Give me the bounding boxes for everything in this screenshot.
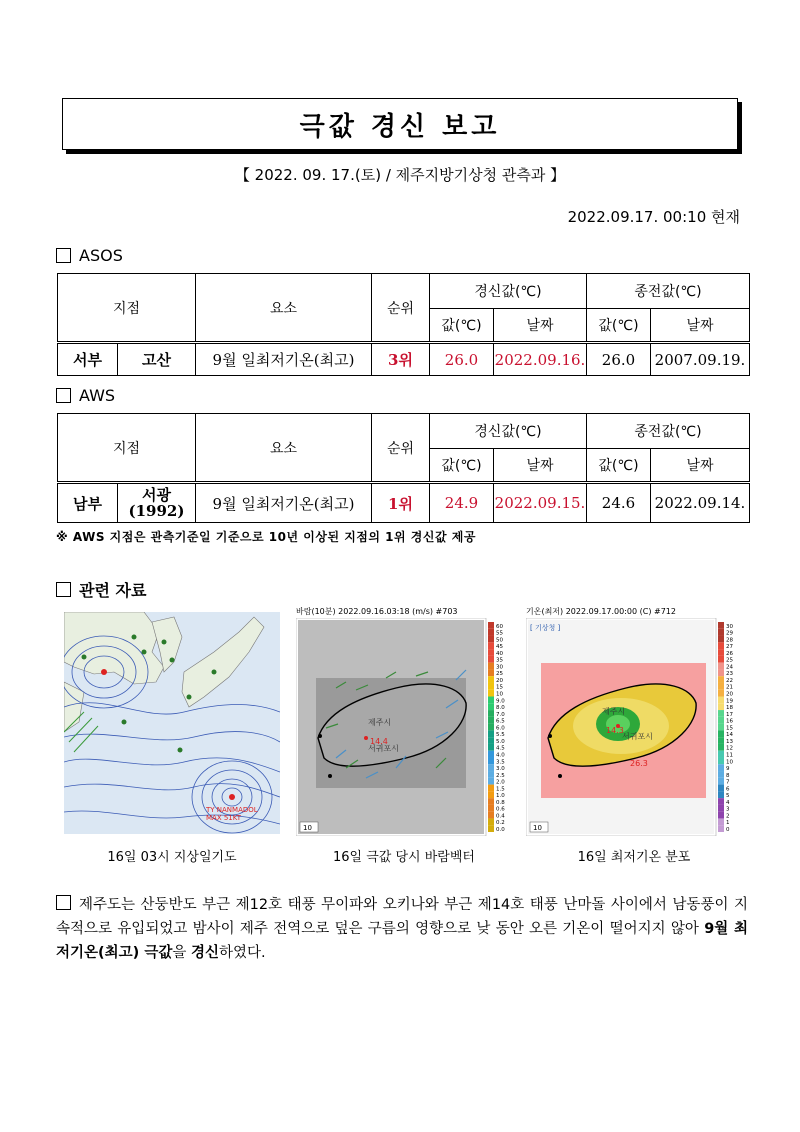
colorbar-label: 2.0 — [496, 779, 505, 786]
cell-prev-date: 2022.09.14. — [651, 483, 750, 523]
colorbar-label: 29 — [726, 630, 733, 637]
cell-element: 9월 일최저기온(최고) — [196, 343, 372, 376]
wind-label-jeju: 제주시 — [368, 718, 392, 727]
section-aws — [56, 386, 115, 405]
colorbar-label: 11 — [726, 752, 733, 759]
colorbar-label: 20 — [496, 677, 503, 684]
cell-element: 9월 일최저기온(최고) — [196, 483, 372, 523]
summary-text-1: 제주도는 산둥반도 부근 제12호 태풍 무이파와 오키나와 부근 제14호 태풍 난마돌 사이에서 남동풍이 지속적으로 유입되었고 밤사이 제주 전역으로 덮은 구름의 영향으로 낮 동안 오른 기온이 떨어지지 않아 — [56, 897, 748, 937]
checkbox-icon — [56, 895, 71, 910]
colorbar-label: 15 — [496, 684, 503, 691]
colorbar-swatch — [488, 642, 494, 649]
colorbar-swatch — [488, 730, 494, 737]
colorbar-label: 5.0 — [496, 738, 505, 745]
colorbar-swatch — [488, 812, 494, 819]
colorbar-label: 14 — [726, 732, 733, 739]
colorbar-swatch — [488, 805, 494, 812]
colorbar-label: 0 — [726, 827, 730, 833]
header-prev-value: 종전값(℃) — [587, 274, 750, 309]
colorbar-label: 18 — [726, 705, 733, 712]
colorbar-swatch — [718, 805, 724, 812]
header-rank: 순위 — [372, 414, 430, 483]
colorbar-label: 15 — [726, 725, 733, 732]
wind-scale-label: 10 — [303, 824, 312, 832]
section-asos — [56, 246, 123, 265]
colorbar-swatch — [718, 825, 724, 832]
cell-station: 고산 — [118, 343, 196, 376]
colorbar-swatch — [718, 818, 724, 825]
temp-scale-label: 10 — [533, 824, 542, 832]
colorbar-label: 21 — [726, 684, 733, 691]
cell-new-value: 26.0 — [430, 343, 494, 376]
colorbar-swatch — [488, 724, 494, 731]
header-date: 날짜 — [651, 309, 750, 343]
colorbar-label: 9.0 — [496, 698, 505, 705]
temp-map-header: 기온(최저) 2022.09.17.00:00 (C) #712 — [526, 607, 676, 616]
colorbar-label: 8.0 — [496, 705, 505, 712]
figure-wind-vectors — [296, 606, 512, 836]
colorbar-swatch — [718, 764, 724, 771]
colorbar-label: 10 — [726, 759, 733, 766]
colorbar-swatch — [488, 717, 494, 724]
summary-text-3: 하였다. — [219, 945, 266, 961]
header-station: 지점 — [58, 274, 196, 343]
colorbar-label: 1 — [726, 820, 730, 827]
colorbar-swatch — [718, 676, 724, 683]
section-asos-label: ASOS — [79, 246, 123, 265]
wind-label-value: 14.4 — [370, 737, 388, 746]
checkbox-icon — [56, 582, 71, 597]
header-station: 지점 — [58, 414, 196, 483]
cell-prev-value: 26.0 — [587, 343, 651, 376]
wind-map-header: 바람(10분) 2022.09.16.03:18 (m/s) #703 — [296, 607, 458, 616]
colorbar-swatch — [718, 717, 724, 724]
colorbar-swatch — [718, 683, 724, 690]
colorbar-swatch — [718, 656, 724, 663]
wind-label-seogwipo: 서귀포시 — [368, 744, 399, 753]
aws-table — [57, 413, 750, 523]
colorbar-label: 60 — [496, 623, 503, 630]
colorbar-swatch — [718, 785, 724, 792]
wind-vector-map — [296, 618, 512, 836]
colorbar-swatch — [718, 649, 724, 656]
section-related-label: 관련 자료 — [79, 581, 147, 600]
colorbar-swatch — [488, 798, 494, 805]
header-value: 값(℃) — [430, 449, 494, 483]
colorbar-swatch — [488, 751, 494, 758]
colorbar-swatch — [488, 656, 494, 663]
temp-label-value-2: 26.3 — [630, 759, 648, 768]
cell-region: 남부 — [58, 483, 118, 523]
colorbar-label: 5 — [726, 793, 730, 800]
colorbar-label: 6.5 — [496, 718, 505, 725]
cell-station-name: 서광 — [142, 486, 171, 504]
colorbar-label: 4.0 — [496, 752, 505, 759]
summary-paragraph — [56, 893, 748, 965]
header-date: 날짜 — [494, 309, 587, 343]
colorbar-swatch — [718, 730, 724, 737]
colorbar-label: 8 — [726, 772, 730, 779]
temp-label-jeju: 제주시 — [602, 707, 626, 716]
colorbar-swatch — [488, 785, 494, 792]
colorbar-swatch — [488, 649, 494, 656]
colorbar-label: 50 — [496, 637, 503, 644]
colorbar-swatch — [718, 798, 724, 805]
cell-station-year: (1992) — [128, 502, 185, 520]
colorbar-label: 3 — [726, 806, 730, 813]
colorbar-swatch — [718, 697, 724, 704]
colorbar-swatch — [488, 778, 494, 785]
svg-text:MAX 51KT: MAX 51KT — [206, 814, 242, 822]
colorbar-swatch — [488, 622, 494, 629]
colorbar-swatch — [488, 676, 494, 683]
report-timestamp: 2022.09.17. 00:10 현재 — [567, 208, 740, 226]
colorbar-label: 24 — [726, 664, 733, 671]
report-title: 극값 경신 보고 — [299, 111, 501, 142]
figure-surface-chart — [64, 612, 280, 834]
colorbar-label: 9 — [726, 766, 730, 773]
header-element: 요소 — [196, 274, 372, 343]
colorbar-label: 0.4 — [496, 813, 505, 820]
colorbar-swatch — [488, 818, 494, 825]
aws-footnote: ※ AWS 지점은 관측기준일 기준으로 10년 이상된 지점의 1위 경신값 제공 — [56, 530, 476, 544]
colorbar-swatch — [718, 751, 724, 758]
table-row — [58, 343, 750, 376]
colorbar-label: 22 — [726, 677, 733, 684]
colorbar-label: 17 — [726, 711, 733, 718]
cell-region: 서부 — [58, 343, 118, 376]
header-new-value: 경신값(℃) — [430, 414, 587, 449]
header-prev-value: 종전값(℃) — [587, 414, 750, 449]
colorbar-label: 1.0 — [496, 793, 505, 800]
colorbar-label: 6 — [726, 786, 730, 793]
colorbar-swatch — [488, 710, 494, 717]
colorbar-swatch — [488, 791, 494, 798]
checkbox-icon — [56, 248, 71, 263]
colorbar-label: 25 — [726, 657, 733, 664]
cell-prev-date: 2007.09.19. — [651, 343, 750, 376]
report-title-box — [62, 98, 738, 150]
colorbar-label: 4 — [726, 799, 730, 806]
colorbar-label: 7 — [726, 779, 730, 786]
colorbar-swatch — [488, 669, 494, 676]
header-new-value: 경신값(℃) — [430, 274, 587, 309]
wind-colorbar — [488, 622, 505, 833]
summary-bold-2: 경신 — [190, 945, 219, 961]
asos-table — [57, 273, 750, 376]
colorbar-label: 40 — [496, 650, 503, 657]
section-aws-label: AWS — [79, 386, 116, 405]
colorbar-swatch — [488, 757, 494, 764]
colorbar-swatch — [488, 697, 494, 704]
colorbar-label: 27 — [726, 644, 733, 651]
colorbar-swatch — [718, 629, 724, 636]
cell-new-value: 24.9 — [430, 483, 494, 523]
colorbar-swatch — [718, 724, 724, 731]
colorbar-label: 2.5 — [496, 772, 505, 779]
colorbar-swatch — [488, 663, 494, 670]
header-date: 날짜 — [651, 449, 750, 483]
colorbar-swatch — [718, 636, 724, 643]
cell-new-date: 2022.09.15. — [494, 483, 587, 523]
colorbar-label: 16 — [726, 718, 733, 725]
colorbar-swatch — [718, 791, 724, 798]
colorbar-label: 3.5 — [496, 759, 505, 766]
cell-rank: 3위 — [372, 343, 430, 376]
colorbar-swatch — [488, 825, 494, 832]
cell-new-date: 2022.09.16. — [494, 343, 587, 376]
colorbar-swatch — [488, 771, 494, 778]
colorbar-label: 2 — [726, 813, 730, 820]
colorbar-swatch — [718, 744, 724, 751]
colorbar-label: 7.0 — [496, 711, 505, 718]
header-value: 값(℃) — [430, 309, 494, 343]
colorbar-label: 30 — [496, 664, 503, 671]
summary-bold-1: 9월 최저기온(최고) 극값 — [56, 921, 749, 961]
cell-rank: 1위 — [372, 483, 430, 523]
checkbox-icon — [56, 388, 71, 403]
colorbar-swatch — [488, 737, 494, 744]
colorbar-swatch — [718, 690, 724, 697]
temp-label-seogwipo: 서귀포시 — [622, 732, 653, 741]
figure-2-caption: 16일 극값 당시 바람벡터 — [333, 850, 475, 865]
colorbar-label: 26 — [726, 650, 733, 657]
colorbar-swatch — [488, 764, 494, 771]
colorbar-label: 12 — [726, 745, 733, 752]
colorbar-swatch — [488, 690, 494, 697]
figure-3-caption: 16일 최저기온 분포 — [577, 850, 691, 865]
colorbar-label: 30 — [726, 623, 733, 630]
table-row — [58, 483, 750, 523]
header-element: 요소 — [196, 414, 372, 483]
cell-prev-value: 24.6 — [587, 483, 651, 523]
colorbar-label: 25 — [496, 671, 503, 678]
colorbar-label: 10 — [496, 691, 503, 698]
surface-weather-map — [64, 612, 280, 834]
figure-1-caption: 16일 03시 지상일기도 — [107, 850, 237, 865]
colorbar-label: 1.5 — [496, 786, 505, 793]
colorbar-label: 0.8 — [496, 799, 505, 806]
colorbar-label: 5.5 — [496, 732, 505, 739]
temp-label-value: 14.3 — [606, 726, 624, 735]
colorbar-swatch — [718, 703, 724, 710]
temp-distribution-map — [526, 618, 742, 836]
cell-station — [118, 483, 196, 523]
colorbar-swatch — [718, 710, 724, 717]
colorbar-label: 19 — [726, 698, 733, 705]
colorbar-label: 3.0 — [496, 766, 505, 773]
report-subtitle: 【 2022. 09. 17.(토) / 제주지방기상청 관측과 】 — [234, 166, 566, 184]
colorbar-label: 0.6 — [496, 806, 505, 813]
header-value: 값(℃) — [587, 449, 651, 483]
colorbar-swatch — [718, 737, 724, 744]
colorbar-label: 28 — [726, 637, 733, 644]
colorbar-label: 0.0 — [496, 827, 505, 833]
colorbar-swatch — [718, 663, 724, 670]
colorbar-swatch — [488, 703, 494, 710]
colorbar-swatch — [718, 771, 724, 778]
header-rank: 순위 — [372, 274, 430, 343]
colorbar-swatch — [718, 812, 724, 819]
figure-min-temp — [526, 606, 742, 836]
colorbar-swatch — [488, 636, 494, 643]
colorbar-swatch — [718, 778, 724, 785]
colorbar-swatch — [718, 757, 724, 764]
colorbar-swatch — [718, 642, 724, 649]
colorbar-swatch — [718, 669, 724, 676]
header-date: 날짜 — [494, 449, 587, 483]
temp-map-tag: [ 기상청 ] — [530, 624, 561, 632]
colorbar-label: 35 — [496, 657, 503, 664]
temp-colorbar — [718, 622, 733, 833]
colorbar-swatch — [488, 629, 494, 636]
section-related — [56, 578, 146, 601]
colorbar-swatch — [718, 622, 724, 629]
colorbar-label: 13 — [726, 738, 733, 745]
colorbar-label: 45 — [496, 644, 503, 651]
colorbar-label: 6.0 — [496, 725, 505, 732]
svg-text:TY NANMADOL: TY NANMADOL — [206, 806, 258, 814]
colorbar-label: 4.5 — [496, 745, 505, 752]
colorbar-label: 0.2 — [496, 820, 505, 827]
colorbar-swatch — [488, 744, 494, 751]
colorbar-label: 55 — [496, 630, 503, 637]
header-value: 값(℃) — [587, 309, 651, 343]
colorbar-label: 23 — [726, 671, 733, 678]
colorbar-swatch — [488, 683, 494, 690]
colorbar-label: 20 — [726, 691, 733, 698]
summary-text-2: 을 — [172, 945, 191, 961]
